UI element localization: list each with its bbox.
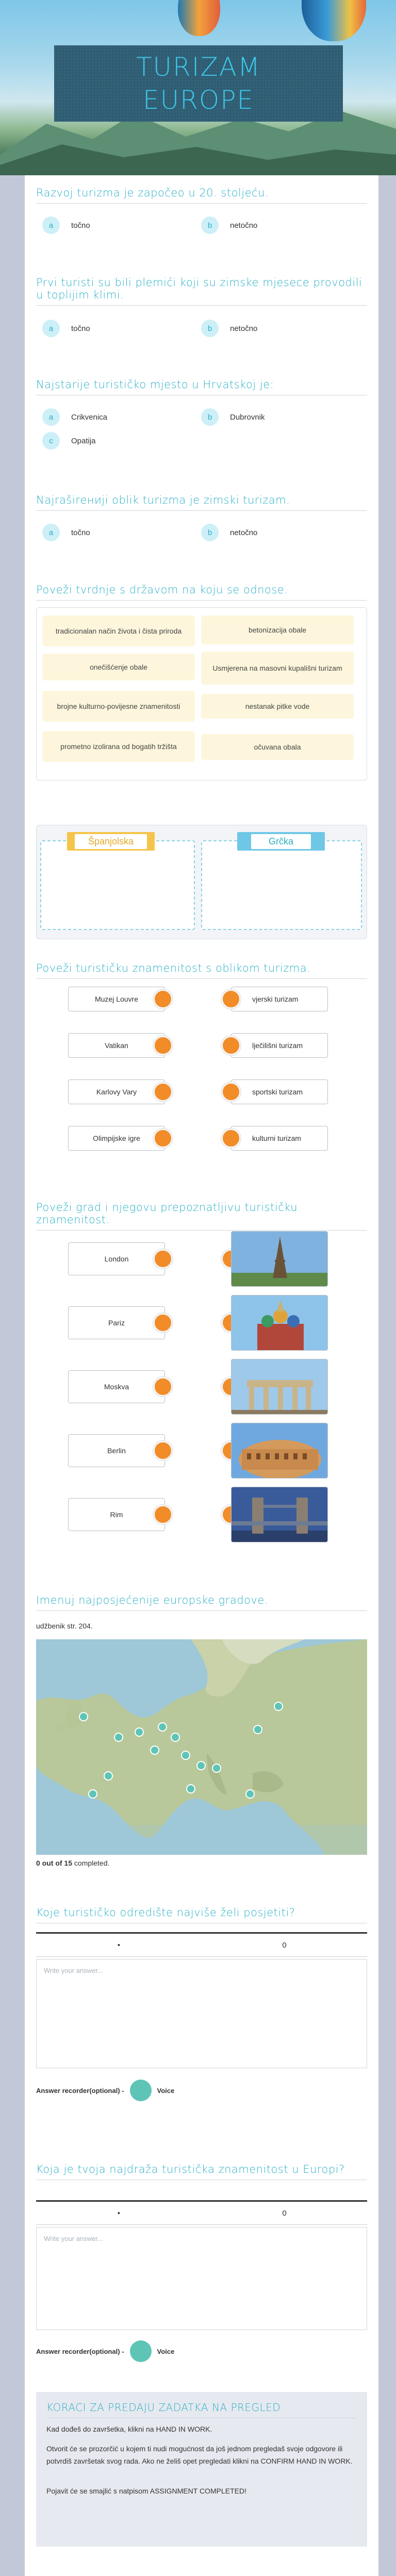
statement-tile[interactable]: Usmjerena na masovni kupališni turizam bbox=[201, 652, 354, 685]
voice-label: Voice bbox=[157, 2347, 175, 2355]
match-right-item[interactable]: kulturni turizam bbox=[231, 1126, 328, 1151]
statement-tile[interactable]: prometno izolirana od bogatih tržišta bbox=[42, 731, 195, 762]
recorder-label: Answer recorder bbox=[36, 2086, 90, 2095]
ribbon-spain bbox=[67, 832, 155, 851]
statement-tile[interactable]: očuvana obala bbox=[201, 734, 354, 760]
ribbon-greece bbox=[237, 832, 325, 851]
question-10 bbox=[36, 1906, 367, 1923]
match-left-item[interactable]: Karlovy Vary bbox=[68, 1079, 165, 1104]
option-letter: b bbox=[201, 408, 219, 426]
question-2 bbox=[36, 276, 367, 306]
question-9 bbox=[36, 1594, 367, 1611]
statement-tile[interactable]: betonizacija obale bbox=[201, 616, 354, 644]
question-7-title: Poveži turističku znamenitost s oblikom turizma. bbox=[36, 962, 367, 979]
match-right-item[interactable]: lječilišni turizam bbox=[231, 1033, 328, 1058]
worksheet-card bbox=[25, 175, 378, 2576]
answer-table-col-2: 0 bbox=[282, 1940, 287, 1950]
match-city[interactable]: Rim bbox=[68, 1498, 165, 1531]
q3-option-c[interactable] bbox=[42, 432, 96, 450]
header-banner bbox=[0, 0, 396, 175]
statement-tile[interactable]: brojne kulturno-povijesne znamenitosti bbox=[42, 691, 195, 722]
answer-textarea[interactable]: Write your answer... bbox=[36, 1959, 367, 2068]
connector-dot[interactable] bbox=[153, 1249, 173, 1269]
landmark-tower-bridge-image[interactable] bbox=[231, 1487, 328, 1542]
answer-table-header bbox=[36, 1932, 367, 1957]
option-label: netočno bbox=[230, 221, 258, 230]
question-5-title: Poveži tvrdnje s državom na koju se odnose. bbox=[36, 584, 367, 601]
match-right-item[interactable]: vjerski turizam bbox=[231, 987, 328, 1011]
drop-zone-spain[interactable] bbox=[40, 840, 195, 930]
statement-tile[interactable]: tradicionalan način života i čista priroda bbox=[42, 616, 195, 646]
connector-dot[interactable] bbox=[153, 1505, 173, 1524]
question-5 bbox=[36, 584, 367, 601]
ribbon-spain-label: Španjolska bbox=[75, 834, 147, 849]
question-8-title: Poveži grad i njegovu prepoznatljivu turističku znamenitost. bbox=[36, 1201, 367, 1231]
answer-table-col-1: • bbox=[117, 2208, 121, 2218]
question-3 bbox=[36, 378, 367, 395]
landmark-st-basils-cathedral-image[interactable] bbox=[231, 1295, 328, 1351]
option-letter: b bbox=[201, 217, 219, 234]
drop-zone-greece[interactable] bbox=[201, 840, 362, 930]
match-city[interactable]: Pariz bbox=[68, 1306, 165, 1339]
answer-table-header bbox=[36, 2200, 367, 2225]
q2-option-b[interactable] bbox=[201, 320, 257, 337]
q2-option-a[interactable] bbox=[42, 320, 90, 337]
connector-dot[interactable] bbox=[153, 1036, 173, 1055]
option-letter: b bbox=[201, 524, 219, 541]
question-2-title: Prvi turisti su bili plemići koji su zimske mjesece provodili u toplijim klimi. bbox=[36, 276, 367, 306]
connector-dot[interactable] bbox=[153, 1313, 173, 1333]
europe-map[interactable] bbox=[36, 1639, 367, 1855]
connector-dot[interactable] bbox=[153, 1128, 173, 1148]
question-10-title: Koje turističko odredište najviše želi posjetiti? bbox=[36, 1906, 367, 1923]
match-left-item[interactable]: Vatikan bbox=[68, 1033, 165, 1058]
title-box bbox=[54, 45, 343, 122]
question-7 bbox=[36, 962, 367, 979]
recorder-optional: (optional) - bbox=[89, 2086, 124, 2095]
recorder-label: Answer recorder bbox=[36, 2347, 90, 2355]
connector-dot[interactable] bbox=[153, 1441, 173, 1460]
connector-dot[interactable] bbox=[221, 989, 241, 1009]
option-letter: c bbox=[42, 432, 60, 450]
statement-tile[interactable]: nestanak pitke vode bbox=[201, 694, 354, 719]
connector-dot[interactable] bbox=[221, 1036, 241, 1055]
question-3-title: Najstarije turističko mjesto u Hrvatskoj je: bbox=[36, 378, 367, 395]
question-8 bbox=[36, 1201, 367, 1231]
match-left-item[interactable]: Muzej Louvre bbox=[68, 987, 165, 1011]
answer-textarea[interactable]: Write your answer... bbox=[36, 2227, 367, 2330]
instructions-step-1: Kad dođeš do završetka, klikni na HAND IN WORK. bbox=[46, 2425, 212, 2433]
option-label: točno bbox=[71, 528, 90, 537]
q3-option-a[interactable] bbox=[42, 408, 107, 426]
match-city[interactable]: London bbox=[68, 1242, 165, 1275]
answer-table-col-1: • bbox=[117, 1940, 121, 1950]
landmark-eiffel-tower-image[interactable] bbox=[231, 1231, 328, 1287]
option-letter: b bbox=[201, 320, 219, 337]
question-4-title: Najraširениji oblik turizma je zimski turizam. bbox=[36, 494, 367, 511]
answer-recorder[interactable] bbox=[36, 2340, 174, 2362]
question-4 bbox=[36, 494, 367, 511]
map-progress-suffix: completed. bbox=[72, 1859, 110, 1867]
voice-label: Voice bbox=[157, 2086, 175, 2095]
landmark-colosseum-image[interactable] bbox=[231, 1423, 328, 1478]
question-11 bbox=[36, 2163, 367, 2180]
option-label: Opatija bbox=[71, 436, 96, 445]
connector-dot[interactable] bbox=[153, 989, 173, 1009]
europe-map-graphic bbox=[36, 1639, 367, 1855]
connector-dot[interactable] bbox=[221, 1082, 241, 1102]
option-letter: a bbox=[42, 524, 60, 541]
voice-record-icon[interactable] bbox=[130, 2340, 152, 2362]
map-progress bbox=[36, 1859, 109, 1867]
option-label: netočno bbox=[230, 324, 258, 333]
voice-record-icon[interactable] bbox=[130, 2080, 152, 2101]
option-label: netočno bbox=[230, 528, 258, 537]
connector-dot[interactable] bbox=[153, 1377, 173, 1397]
match-left-item[interactable]: Olimpijske igre bbox=[68, 1126, 165, 1151]
option-label: točno bbox=[71, 324, 90, 333]
question-9-title: Imenuj najposjećenije europske gradove. bbox=[36, 1594, 367, 1611]
match-right-item[interactable]: sportski turizam bbox=[231, 1079, 328, 1104]
title-line-1: TURIZAM bbox=[136, 52, 261, 82]
q3-option-b[interactable] bbox=[201, 408, 265, 426]
q4-option-b[interactable] bbox=[201, 524, 257, 541]
connector-dot[interactable] bbox=[221, 1128, 241, 1148]
title-line-2: EUROPE bbox=[142, 85, 255, 115]
statement-tile[interactable]: onečišćenje obale bbox=[42, 654, 195, 680]
landmark-brandenburg-gate-image[interactable] bbox=[231, 1359, 328, 1415]
option-letter: a bbox=[42, 217, 60, 234]
option-letter: a bbox=[42, 320, 60, 337]
option-label: točno bbox=[71, 221, 90, 230]
answer-table-col-2: 0 bbox=[282, 2208, 287, 2218]
question-1 bbox=[36, 187, 367, 204]
question-11-title: Koja je tvoja najdraža turistička znamenitost u Europi? bbox=[36, 2163, 367, 2180]
instructions-step-2: Otvorit će se prozorčić u kojem ti nudi mogućnost da još jednom pregledaš svoje odgovore ili potvrdiš završetak svog rada. Ako ne želiš opet pregledati klikni na CONFIRM HAND IN WORK. bbox=[46, 2445, 353, 2465]
match-city[interactable]: Moskva bbox=[68, 1370, 165, 1403]
connector-dot[interactable] bbox=[153, 1082, 173, 1102]
map-progress-count: 0 out of 15 bbox=[36, 1859, 73, 1867]
recorder-optional: (optional) - bbox=[89, 2347, 124, 2355]
ribbon-greece-label: Grčka bbox=[251, 834, 311, 849]
instructions-title: KORACI ZA PREDAJU ZADATKA NA PREGLED bbox=[46, 2401, 356, 2418]
q1-option-b[interactable] bbox=[201, 217, 257, 234]
option-label: Dubrovnik bbox=[230, 412, 265, 422]
q4-option-a[interactable] bbox=[42, 524, 90, 541]
match-city[interactable]: Berlin bbox=[68, 1434, 165, 1467]
q1-option-a[interactable] bbox=[42, 217, 90, 234]
answer-recorder[interactable] bbox=[36, 2080, 174, 2101]
textbook-reference: udžbenik str. 204. bbox=[36, 1622, 93, 1630]
question-1-title: Razvoj turizma je započeo u 20. stoljeću. bbox=[36, 187, 367, 204]
instructions-step-3: Pojavit će se smajlić s natpisom ASSIGNMENT COMPLETED! bbox=[46, 2487, 246, 2495]
option-label: Crikvenica bbox=[71, 412, 108, 422]
option-letter: a bbox=[42, 408, 60, 426]
